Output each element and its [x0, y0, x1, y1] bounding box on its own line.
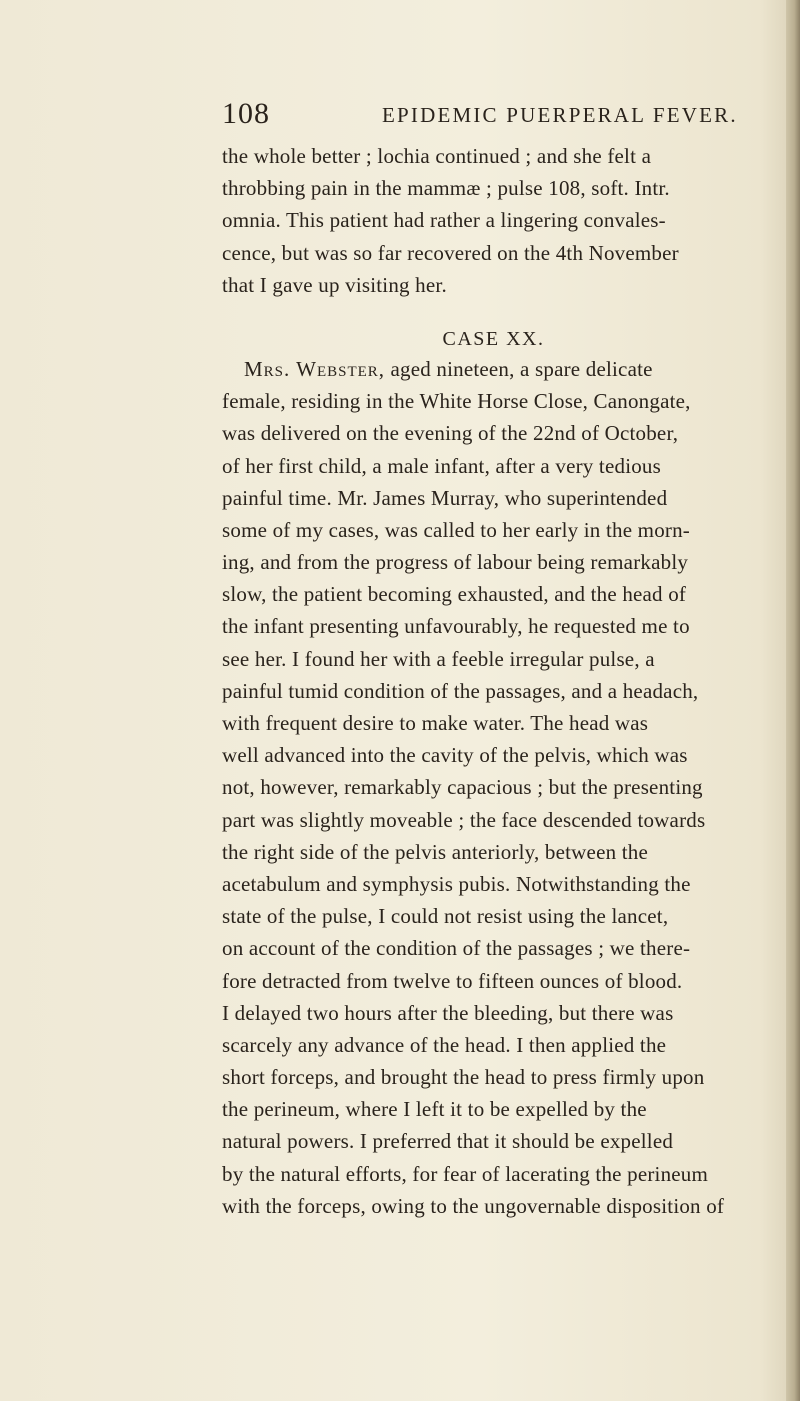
- patient-name: Mrs. Webster,: [244, 356, 386, 381]
- page-edge-shadow: [786, 0, 800, 1401]
- text-line: short forceps, and brought the head to press firmly upon: [222, 1065, 705, 1090]
- body-text: [222, 140, 765, 1222]
- text-line: fore detracted from twelve to fifteen ounces of blood.: [222, 968, 683, 993]
- text-line: the perineum, where I left it to be expelled by the: [222, 1097, 647, 1122]
- text-line: omnia. This patient had rather a lingering convales-: [222, 208, 666, 233]
- text-line: with frequent desire to make water. The head was: [222, 711, 649, 735]
- text-line: some of my cases, was called to her early in the morn-: [222, 517, 690, 542]
- page-number: 108: [222, 97, 270, 130]
- text-line: part was slightly moveable ; the face descended towards: [222, 807, 706, 832]
- text-line: the right side of the pelvis anteriorly, between the: [222, 839, 648, 864]
- text-line: scarcely any advance of the head. I then applied the: [222, 1032, 667, 1057]
- text-line: the whole better ; lochia continued ; and she felt a: [222, 144, 652, 168]
- text-line: on account of the condition of the passages ; we there-: [222, 936, 691, 961]
- text-line: with the forceps, owing to the ungovernable disposition of: [222, 1193, 725, 1218]
- text-line: was delivered on the evening of the 22nd of October,: [222, 421, 679, 446]
- running-head: [222, 96, 782, 132]
- text-line: natural powers. I preferred that it should be expelled: [222, 1129, 674, 1154]
- text-line: well advanced into the cavity of the pelvis, which was: [222, 743, 688, 768]
- case-heading: CASE XX.: [442, 327, 545, 350]
- text-line: not, however, remarkably capacious ; but the presenting: [222, 775, 703, 800]
- text-line: state of the pulse, I could not resist using the lancet,: [222, 904, 669, 929]
- case-first-line-rest: aged nineteen, a spare delicate: [385, 356, 653, 381]
- text-line: of her first child, a male infant, after a very tedious: [222, 453, 661, 478]
- case-first-line: [222, 353, 765, 385]
- text-line: painful time. Mr. James Murray, who superintended: [222, 485, 668, 510]
- text-line: that I gave up visiting her.: [222, 272, 447, 297]
- text-line: female, residing in the White Horse Close, Canongate,: [222, 389, 691, 414]
- text-line: acetabulum and symphysis pubis. Notwithstanding the: [222, 871, 691, 896]
- text-line: ing, and from the progress of labour being remarkably: [222, 550, 689, 575]
- text-line: see her. I found her with a feeble irregular pulse, a: [222, 646, 655, 671]
- text-line: throbbing pain in the mammæ ; pulse 108, soft. Intr.: [222, 176, 670, 201]
- text-line: slow, the patient becoming exhausted, and the head of: [222, 582, 687, 607]
- text-line: painful tumid condition of the passages, and a headach,: [222, 678, 699, 703]
- text-line: by the natural efforts, for fear of lacerating the perineum: [222, 1161, 709, 1186]
- text-line: I delayed two hours after the bleeding, but there was: [222, 1000, 674, 1025]
- running-title: EPIDEMIC PUERPERAL FEVER.: [382, 103, 738, 127]
- text-line: cence, but was so far recovered on the 4th November: [222, 240, 679, 265]
- text-line: the infant presenting unfavourably, he requested me to: [222, 614, 690, 639]
